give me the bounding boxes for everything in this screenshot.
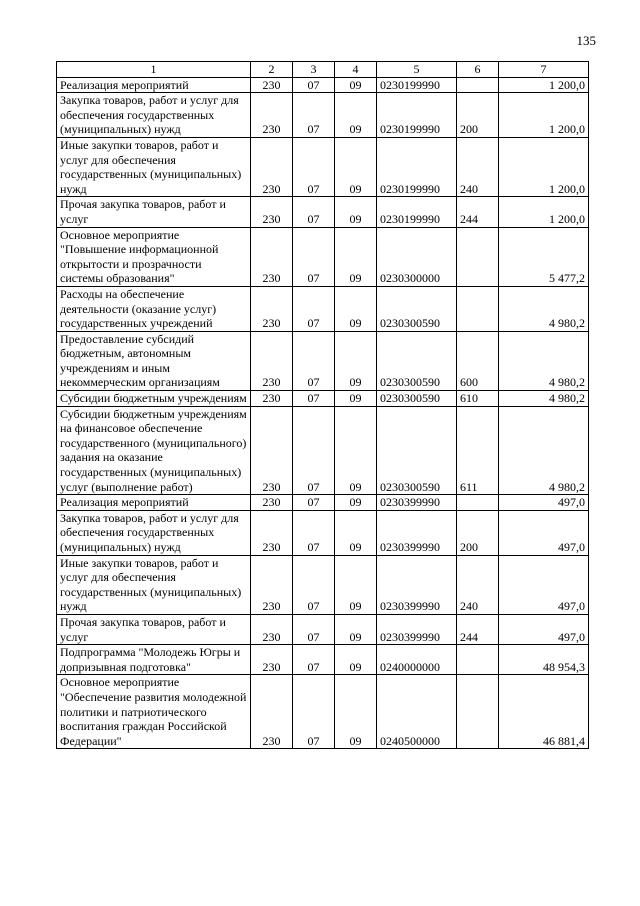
header-cell: 7 [499,62,589,78]
table-row [57,675,589,749]
row-expense-type: 200 [457,510,499,555]
row-section: 07 [293,406,335,495]
row-grbs: 230 [251,555,293,614]
row-grbs: 230 [251,406,293,495]
row-section: 07 [293,93,335,138]
header-cell: 4 [335,62,377,78]
page-number: 135 [576,33,596,48]
row-expense-type: 611 [457,406,499,495]
row-grbs: 230 [251,137,293,196]
header-cell: 5 [377,62,457,78]
row-subsection: 09 [335,510,377,555]
row-subsection: 09 [335,391,377,407]
row-target-article: 0230399990 [377,495,457,511]
row-section: 07 [293,197,335,227]
row-expense-type: 244 [457,197,499,227]
row-subsection: 09 [335,495,377,511]
row-section: 07 [293,614,335,644]
table-row [57,197,589,227]
row-target-article: 0240000000 [377,645,457,675]
row-section: 07 [293,555,335,614]
row-section: 07 [293,137,335,196]
row-section: 07 [293,495,335,511]
row-name: Расходы на обеспечение деятельности (оказание услуг) государственных учреждений [57,286,251,331]
row-amount: 48 954,3 [499,645,589,675]
row-target-article: 0230300590 [377,286,457,331]
row-section: 07 [293,391,335,407]
row-subsection: 09 [335,331,377,390]
row-target-article: 0230300590 [377,406,457,495]
row-subsection: 09 [335,77,377,93]
table-row [57,391,589,407]
row-target-article: 0230300590 [377,331,457,390]
row-subsection: 09 [335,197,377,227]
row-target-article: 0230199990 [377,93,457,138]
header-cell: 3 [293,62,335,78]
row-subsection: 09 [335,93,377,138]
row-grbs: 230 [251,93,293,138]
row-grbs: 230 [251,645,293,675]
row-subsection: 09 [335,555,377,614]
table-body [57,77,589,749]
row-expense-type: 200 [457,93,499,138]
row-expense-type [457,645,499,675]
row-subsection: 09 [335,406,377,495]
row-target-article: 0230399990 [377,614,457,644]
row-grbs: 230 [251,495,293,511]
header-cell: 6 [457,62,499,78]
row-expense-type [457,495,499,511]
row-expense-type [457,77,499,93]
row-name: Прочая закупка товаров, работ и услуг [57,614,251,644]
row-grbs: 230 [251,391,293,407]
header-row [57,62,589,78]
row-section: 07 [293,331,335,390]
row-name: Прочая закупка товаров, работ и услуг [57,197,251,227]
row-name: Иные закупки товаров, работ и услуг для обеспечения государственных (муниципальных) нужд [57,137,251,196]
row-target-article: 0240500000 [377,675,457,749]
table-row [57,555,589,614]
table-row [57,614,589,644]
row-name: Закупка товаров, работ и услуг для обеспечения государственных (муниципальных) нужд [57,93,251,138]
row-subsection: 09 [335,614,377,644]
row-expense-type: 244 [457,614,499,644]
row-section: 07 [293,286,335,331]
row-expense-type: 610 [457,391,499,407]
row-subsection: 09 [335,137,377,196]
row-name: Субсидии бюджетным учреждениям на финансовое обеспечение государственного (муниципального) задания на оказание государственных (муниципальных) услуг (выполнение работ) [57,406,251,495]
row-section: 07 [293,645,335,675]
row-expense-type: 240 [457,137,499,196]
row-amount: 46 881,4 [499,675,589,749]
row-expense-type: 240 [457,555,499,614]
row-grbs: 230 [251,227,293,286]
row-grbs: 230 [251,510,293,555]
row-amount: 497,0 [499,614,589,644]
row-amount: 497,0 [499,510,589,555]
row-expense-type: 600 [457,331,499,390]
row-grbs: 230 [251,614,293,644]
table-row [57,495,589,511]
table-row [57,510,589,555]
budget-table [56,61,589,749]
row-subsection: 09 [335,227,377,286]
row-name: Закупка товаров, работ и услуг для обеспечения государственных (муниципальных) нужд [57,510,251,555]
row-target-article: 0230399990 [377,510,457,555]
row-subsection: 09 [335,675,377,749]
table-row [57,406,589,495]
row-grbs: 230 [251,197,293,227]
row-subsection: 09 [335,645,377,675]
row-section: 07 [293,77,335,93]
table-row [57,77,589,93]
row-section: 07 [293,510,335,555]
row-amount: 4 980,2 [499,406,589,495]
row-name: Основное мероприятие "Повышение информационной открытости и прозрачности системы образования" [57,227,251,286]
header-cell: 2 [251,62,293,78]
row-name: Реализация мероприятий [57,495,251,511]
row-expense-type [457,286,499,331]
row-name: Предоставление субсидий бюджетным, автономным учреждениям и иным некоммерческим организациям [57,331,251,390]
table-row [57,227,589,286]
row-amount: 5 477,2 [499,227,589,286]
row-name: Субсидии бюджетным учреждениям [57,391,251,407]
row-target-article: 0230300000 [377,227,457,286]
header-cell: 1 [57,62,251,78]
row-section: 07 [293,675,335,749]
row-subsection: 09 [335,286,377,331]
row-amount: 4 980,2 [499,286,589,331]
row-target-article: 0230199990 [377,77,457,93]
row-amount: 1 200,0 [499,137,589,196]
row-expense-type [457,227,499,286]
row-amount: 497,0 [499,495,589,511]
row-amount: 1 200,0 [499,93,589,138]
table-row [57,331,589,390]
row-grbs: 230 [251,331,293,390]
row-target-article: 0230199990 [377,137,457,196]
row-name: Иные закупки товаров, работ и услуг для обеспечения государственных (муниципальных) нужд [57,555,251,614]
row-name: Реализация мероприятий [57,77,251,93]
row-amount: 1 200,0 [499,197,589,227]
row-expense-type [457,675,499,749]
row-section: 07 [293,227,335,286]
row-name: Основное мероприятие "Обеспечение развития молодежной политики и патриотического воспитания граждан Российской Федерации" [57,675,251,749]
row-amount: 4 980,2 [499,331,589,390]
row-grbs: 230 [251,286,293,331]
table-row [57,93,589,138]
row-target-article: 0230300590 [377,391,457,407]
row-grbs: 230 [251,675,293,749]
row-amount: 1 200,0 [499,77,589,93]
row-amount: 497,0 [499,555,589,614]
table-header [57,62,589,78]
row-name: Подпрограмма "Молодежь Югры и допризывная подготовка" [57,645,251,675]
table-row [57,286,589,331]
table-row [57,645,589,675]
row-target-article: 0230199990 [377,197,457,227]
row-amount: 4 980,2 [499,391,589,407]
row-target-article: 0230399990 [377,555,457,614]
row-grbs: 230 [251,77,293,93]
table-row [57,137,589,196]
